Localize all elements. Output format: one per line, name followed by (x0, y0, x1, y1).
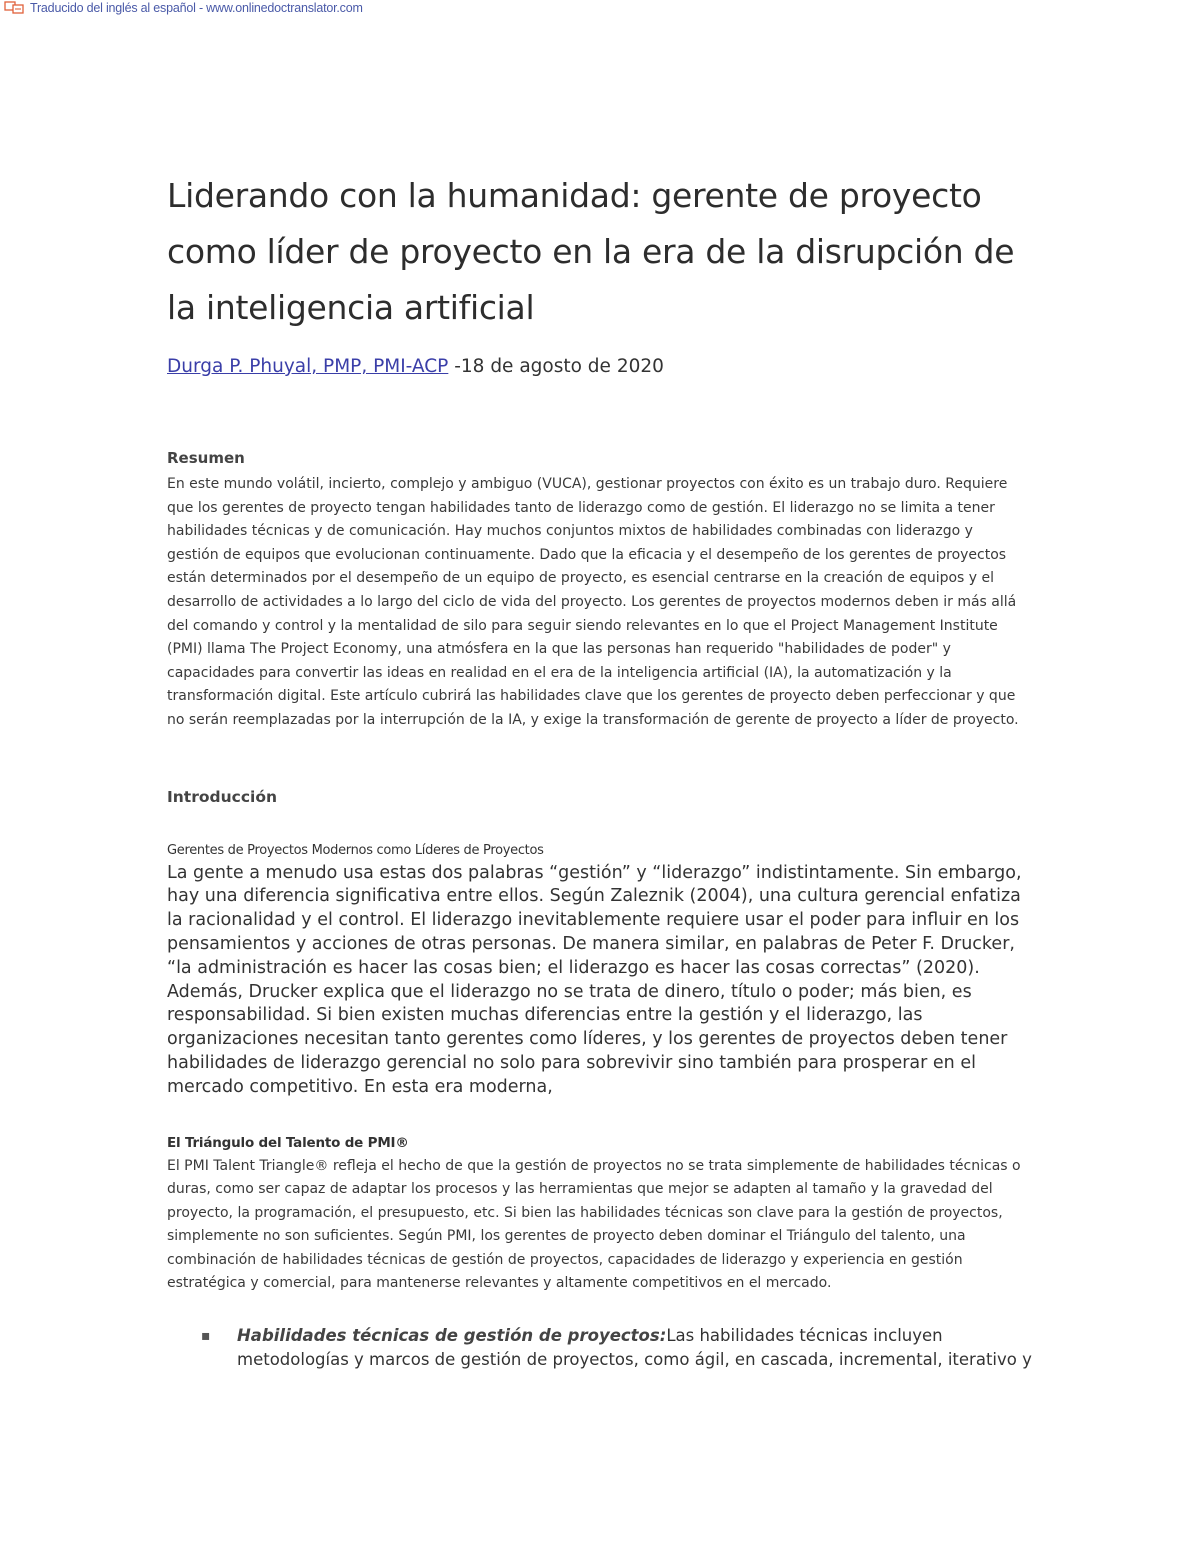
bullet-text: Las habilidades técnicas incluyen metodologías y marcos de gestión de proyectos, como ágil, en cascada, incremental, iterativo y (237, 1326, 1032, 1370)
bullet-label: Habilidades técnicas de gestión de proyectos: (237, 1326, 667, 1346)
article (167, 168, 1037, 1372)
translate-icon (4, 1, 26, 15)
article-title: Liderando con la humanidad: gerente de proyecto como líder de proyecto en la era de la disrupción de la inteligencia artificial (167, 176, 1015, 327)
abstract-heading: Resumen (167, 449, 245, 467)
publish-date: -18 de agosto de 2020 (454, 356, 664, 377)
talent-triangle-paragraph: El PMI Talent Triangle® refleja el hecho de que la gestión de proyectos no se trata simplemente de habilidades técnicas o duras, como ser capaz de adaptar los procesos y las herramientas que mejor se adapten al tamaño y la gravedad del proyecto, la programación, el presupuesto, etc. Si bien las habilidades técnicas son clave para la gestión de proyectos, simplemente no son suficientes. Según PMI, los gerentes de proyecto deben dominar el Triángulo del talento, una combinación de habilidades técnicas de gestión de proyectos, capacidades de liderazgo y experiencia en gestión estratégica y comercial, para mantenerse relevantes y altamente competitivos en el mercado. (167, 1157, 1021, 1292)
introduction-heading: Introducción (167, 787, 278, 806)
introduction-paragraph: La gente a menudo usa estas dos palabras “gestión” y “liderazgo” indistintamente. Sin embargo, hay una diferencia significativa entre ellos. Según Zaleznik (2004), una cultura gerencial enfatiza la racionalidad y el control. El liderazgo inevitablemente requiere usar el poder para influir en los pensamientos y acciones de otras personas. De manera similar, en palabras de Peter F. Drucker, “la administración es hacer las cosas bien; el liderazgo es hacer las cosas correctas” (2020). Además, Drucker explica que el liderazgo no se trata de dinero, título o poder; más bien, es responsabilidad. Si bien existen muchas diferencias entre la gestión y el liderazgo, las organizaciones necesitan tanto gerentes como líderes, y los gerentes de proyectos deben tener habilidades de liderazgo gerencial no solo para sobrevivir sino también para prosperar en el mercado competitivo. En esta era moderna, (167, 862, 1022, 1097)
introduction-subheading: Gerentes de Proyectos Modernos como Líderes de Proyectos (167, 842, 544, 858)
byline (167, 356, 1037, 377)
author-link[interactable]: Durga P. Phuyal, PMP, PMI-ACP (167, 356, 449, 377)
talent-triangle-heading: El Triángulo del Talento de PMI® (167, 1134, 409, 1151)
bullet-marker: ▪ (201, 1328, 211, 1345)
list-item (201, 1324, 1037, 1372)
translation-banner-text[interactable]: Traducido del inglés al español - www.onlinedoctranslator.com (30, 1, 363, 15)
bullet-list (167, 1324, 1037, 1372)
abstract-paragraph: En este mundo volátil, incierto, complejo y ambiguo (VUCA), gestionar proyectos con éxito es un trabajo duro. Requiere que los gerentes de proyecto tengan habilidades tanto de liderazgo como de gestión. El liderazgo no se limita a tener habilidades técnicas y de comunicación. Hay muchos conjuntos mixtos de habilidades combinadas con liderazgo y gestión de equipos que evolucionan continuamente. Dado que la eficacia y el desempeño de los gerentes de proyectos están determinados por el desempeño de un equipo de proyecto, es esencial centrarse en la creación de equipos y el desarrollo de actividades a lo largo del ciclo de vida del proyecto. Los gerentes de proyectos modernos deben ir más allá del comando y control y la mentalidad de silo para seguir siendo relevantes en lo que el Project Management Institute (PMI) llama The Project Economy, una atmósfera en la que las personas han requerido "habilidades de poder" y capacidades para convertir las ideas en realidad en el era de la inteligencia artificial (IA), la automatización y la transformación digital. Este artículo cubrirá las habilidades clave que los gerentes de proyecto deben perfeccionar y que no serán reemplazadas por la interrupción de la IA, y exige la transformación de gerente de proyecto a líder de proyecto. (167, 476, 1019, 728)
translation-banner[interactable] (4, 0, 363, 16)
